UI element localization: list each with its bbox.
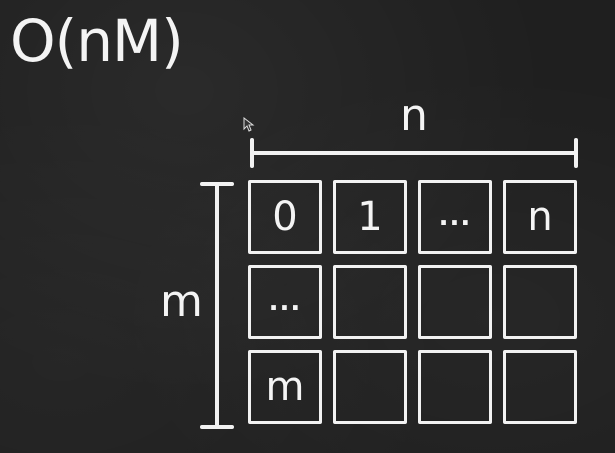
matrix-cell-r1-c2 xyxy=(418,265,492,339)
matrix-cell-r0-c3: n xyxy=(503,180,577,254)
matrix-cell-r0-c1: 1 xyxy=(333,180,407,254)
complexity-title: O(nM) xyxy=(10,7,183,75)
matrix-cell-r2-c2 xyxy=(418,350,492,424)
matrix-cell-r2-c3 xyxy=(503,350,577,424)
matrix-grid xyxy=(248,180,577,424)
rows-label: m xyxy=(160,276,203,327)
matrix-cell-r2-c0: m xyxy=(248,350,322,424)
mouse-pointer-icon xyxy=(243,117,255,137)
columns-label: n xyxy=(400,90,428,141)
rows-bracket xyxy=(215,183,219,427)
columns-bracket-left-end xyxy=(250,138,254,168)
matrix-cell-r1-c3 xyxy=(503,265,577,339)
columns-bracket-right-end xyxy=(574,138,578,168)
matrix-cell-r1-c0: ... xyxy=(248,265,322,339)
matrix-cell-r0-c2: ... xyxy=(418,180,492,254)
rows-bracket-top-end xyxy=(200,182,234,186)
matrix-cell-r1-c1 xyxy=(333,265,407,339)
matrix-cell-r0-c0: 0 xyxy=(248,180,322,254)
matrix-cell-r2-c1 xyxy=(333,350,407,424)
columns-bracket xyxy=(252,151,576,155)
rows-bracket-bottom-end xyxy=(200,425,234,429)
